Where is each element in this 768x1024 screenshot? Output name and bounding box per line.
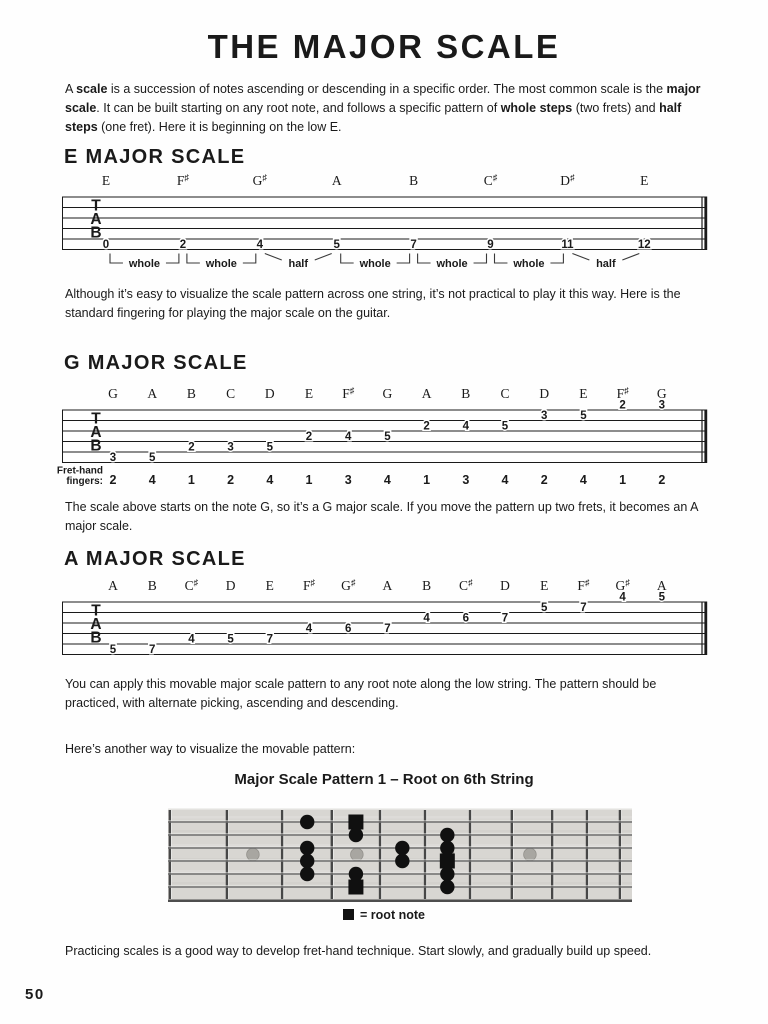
tab-fret-number: 3: [227, 441, 234, 454]
tab-fret-number: 4: [344, 431, 352, 443]
note-name: B: [186, 386, 196, 401]
tab-fret-number: 2: [179, 239, 187, 251]
paragraph-visualize: Here’s another way to visualize the movable pattern:: [65, 742, 356, 756]
note-name: A: [382, 578, 393, 593]
whole-step-bracket: [550, 254, 563, 264]
tab-fret-number: 5: [148, 452, 156, 464]
intro-bold-term: scale: [76, 82, 108, 96]
tab-clef-letter: T: [91, 602, 101, 620]
tab-fret-number: 9: [487, 239, 494, 251]
tab-clef-letter: B: [90, 629, 102, 647]
step-label: whole: [513, 258, 545, 270]
step-label: whole: [436, 258, 468, 270]
whole-step-bracket: [397, 254, 410, 264]
root-note-legend: [0, 908, 768, 922]
tab-clef-letter: A: [90, 616, 102, 633]
note-name: A: [147, 386, 158, 401]
tab-fret-number: 5: [540, 602, 548, 614]
note-name: D♯: [560, 172, 575, 188]
intro-text: A: [65, 82, 77, 96]
note-name: A: [331, 173, 342, 188]
note-marker: [395, 854, 409, 868]
intro-paragraph: [65, 80, 707, 136]
intro-text: (one fret). Here it is beginning on the low E.: [97, 119, 342, 134]
tab-clef-letter: A: [90, 211, 102, 228]
note-name: B: [461, 386, 471, 401]
tab-fret-number: 4: [256, 239, 264, 251]
note-marker: [300, 841, 314, 855]
finger-number: 2: [540, 473, 548, 487]
intro-text: (two frets) and: [572, 100, 660, 115]
note-name: F♯: [176, 172, 189, 188]
finger-number: 4: [501, 473, 509, 487]
g-major-scale-tab-staff: [0, 384, 768, 494]
note-name: D: [225, 578, 236, 593]
note-marker: [349, 828, 363, 842]
tab-clef-letter: B: [90, 224, 102, 242]
note-name: B: [409, 173, 419, 188]
tab-clef-letter: A: [90, 424, 102, 441]
e-major-scale-tab-staff: [0, 171, 768, 273]
tab-fret-number: 0: [102, 239, 110, 251]
tab-fret-number: 5: [384, 431, 391, 443]
note-name: F♯: [616, 385, 629, 401]
note-marker: [440, 880, 454, 894]
fretboard-pattern-diagram: [168, 808, 632, 902]
pattern-diagram-title: Major Scale Pattern 1 – Root on 6th String: [234, 771, 534, 788]
finger-number: 2: [227, 473, 235, 487]
note-marker: [349, 867, 363, 881]
section-heading-g-major: G MAJOR SCALE: [64, 352, 248, 374]
paragraph-after-a-scale: You can apply this movable major scale pattern to any root note along the low string. The pattern should be practiced, with alternate picking, ascending and descending.: [65, 677, 657, 710]
finger-number: 3: [462, 473, 470, 487]
half-step-connector: [315, 254, 332, 261]
tab-fret-number: 7: [580, 602, 587, 614]
finger-number: 3: [344, 473, 352, 487]
tab-fret-number: 7: [501, 612, 509, 625]
step-label: whole: [359, 258, 391, 270]
tab-fret-number: 5: [109, 644, 117, 656]
note-name: E: [304, 386, 314, 401]
tab-clef-letter: B: [90, 437, 102, 455]
tab-fret-number: 12: [637, 239, 651, 251]
finger-number: 1: [619, 473, 627, 487]
whole-step-bracket: [243, 254, 256, 264]
tab-fret-number: 5: [266, 441, 274, 454]
note-marker: [300, 815, 314, 829]
tab-fret-number: 5: [501, 420, 509, 433]
tab-fret-number: 4: [305, 623, 313, 635]
note-name: A: [108, 578, 118, 593]
note-name: B: [147, 578, 157, 593]
intro-text: is a succession of notes ascending or descending in a specific order. The most common scale is the: [107, 82, 667, 96]
note-name: E: [640, 173, 649, 188]
board-top-edge: [168, 808, 632, 810]
tab-fret-number: 4: [188, 633, 195, 646]
note-name: F♯: [342, 385, 355, 401]
half-step-connector: [572, 254, 589, 261]
finger-number: 4: [579, 473, 587, 487]
note-name: C: [500, 386, 510, 401]
intro-bold-term: major scale: [65, 82, 701, 115]
tab-fret-number: 4: [423, 612, 430, 625]
section-heading-e-major: E MAJOR SCALE: [64, 146, 246, 168]
note-name: A: [421, 386, 432, 401]
wood-grain-streak: [168, 882, 632, 885]
note-name: G♯: [252, 172, 267, 188]
fretboard-inlay-dot: [351, 848, 364, 861]
fingers-row-label: Fret-hand: [56, 465, 103, 477]
whole-step-bracket: [166, 254, 179, 264]
whole-step-bracket: [474, 254, 487, 264]
finger-number: 2: [658, 473, 666, 487]
note-marker: [440, 867, 454, 881]
wood-grain-streak: [168, 816, 632, 819]
section-heading-a-major: A MAJOR SCALE: [64, 548, 246, 570]
whole-step-bracket: [341, 254, 354, 264]
page-number: 50: [25, 986, 45, 1003]
whole-step-bracket: [110, 254, 123, 264]
page-title: THE MAJOR SCALE: [207, 28, 561, 65]
note-marker: [300, 854, 314, 868]
finger-number: 4: [148, 473, 156, 487]
note-name: C♯: [483, 172, 498, 188]
intro-text: . It can be built starting on any root note, and follows a specific pattern of: [96, 100, 501, 115]
whole-step-bracket: [187, 254, 200, 264]
finger-number: 1: [423, 473, 431, 487]
step-label: whole: [205, 258, 237, 270]
root-note-swatch: [343, 909, 354, 920]
tab-fret-number: 4: [462, 420, 470, 433]
note-name: B: [422, 578, 432, 593]
note-name: C♯: [184, 577, 199, 593]
tab-fret-number: 2: [305, 431, 313, 443]
tab-fret-number: 2: [423, 420, 430, 433]
note-name: D: [264, 386, 275, 401]
intro-bold-term: whole steps: [500, 100, 573, 115]
tab-fret-number: 3: [540, 410, 548, 422]
fingers-row-label: fingers:: [66, 476, 103, 487]
tab-fret-number: 6: [462, 612, 470, 625]
note-name: C♯: [459, 577, 473, 593]
step-label: half: [288, 258, 309, 270]
half-step-connector: [265, 254, 282, 261]
fretboard-inlay-dot: [247, 848, 260, 861]
root-note-legend-label: = root note: [360, 908, 425, 922]
note-name: E: [579, 386, 588, 401]
board-bottom-edge: [168, 900, 632, 903]
root-note-marker: [440, 854, 455, 869]
half-step-connector: [622, 254, 639, 261]
tab-fret-number: 7: [384, 623, 391, 635]
tab-clef-letter: T: [91, 410, 101, 428]
note-name: G: [382, 386, 393, 401]
tab-fret-number: 7: [410, 239, 417, 251]
tab-clef-letter: T: [91, 197, 101, 215]
wood-grain-streak: [168, 870, 632, 873]
tab-fret-number: 6: [344, 623, 352, 635]
finger-number: 4: [266, 473, 274, 487]
tab-fret-number: 2: [619, 399, 626, 412]
end-barline-thick: [704, 602, 707, 656]
tab-fret-number: 7: [266, 633, 274, 646]
note-name: E: [265, 578, 274, 593]
intro-bold-term: half steps: [65, 100, 682, 134]
tab-fret-number: 4: [619, 591, 626, 604]
end-barline-thick: [704, 197, 707, 251]
finger-number: 1: [187, 473, 195, 487]
tab-fret-number: 5: [658, 591, 666, 604]
tab-fret-number: 3: [109, 452, 117, 464]
note-marker: [300, 867, 314, 881]
note-name: D: [500, 578, 510, 593]
tab-fret-number: 5: [227, 633, 234, 646]
wood-grain-streak: [168, 830, 632, 833]
note-name: D: [539, 386, 550, 401]
tab-fret-number: 5: [333, 239, 340, 251]
note-name: F♯: [302, 577, 316, 593]
root-note-marker: [348, 880, 363, 895]
paragraph-after-g-scale: The scale above starts on the note G, so it’s a G major scale. If you move the pattern up two frets, it becomes an A major scale.: [65, 500, 698, 533]
step-label: half: [596, 258, 616, 270]
whole-step-bracket: [495, 254, 508, 264]
note-marker: [440, 828, 454, 842]
note-name: C: [226, 386, 236, 401]
tab-fret-number: 3: [658, 399, 666, 412]
fretboard-inlay-dot: [524, 848, 537, 861]
finger-number: 4: [383, 473, 391, 487]
note-name: A: [656, 578, 667, 593]
root-note-marker: [348, 815, 363, 830]
paragraph-after-e-scale: Although it’s easy to visualize the scale pattern across one string, it’s not practical to play it this way. Here is the standard fingering for playing the major scale on the guitar.: [65, 287, 681, 320]
tab-fret-number: 11: [561, 239, 574, 251]
note-marker: [440, 841, 454, 855]
note-name: G: [108, 386, 118, 401]
end-barline-thick: [704, 410, 707, 464]
whole-step-bracket: [418, 254, 431, 264]
finger-number: 2: [109, 473, 117, 487]
note-name: E: [540, 578, 549, 593]
note-name: E: [101, 173, 111, 188]
tab-fret-number: 5: [580, 410, 587, 422]
paragraph-closing: Practicing scales is a good way to develop fret-hand technique. Start slowly, and gradually build up speed.: [65, 944, 652, 958]
tab-fret-number: 2: [188, 441, 195, 454]
a-major-scale-tab-staff: [0, 576, 768, 668]
tab-fret-number: 7: [148, 644, 156, 656]
note-marker: [395, 841, 409, 855]
note-name: G♯: [615, 577, 630, 593]
note-name: F♯: [577, 577, 590, 593]
finger-number: 1: [305, 473, 313, 487]
note-name: G♯: [341, 577, 356, 593]
note-name: G: [656, 386, 667, 401]
step-label: whole: [128, 258, 161, 270]
